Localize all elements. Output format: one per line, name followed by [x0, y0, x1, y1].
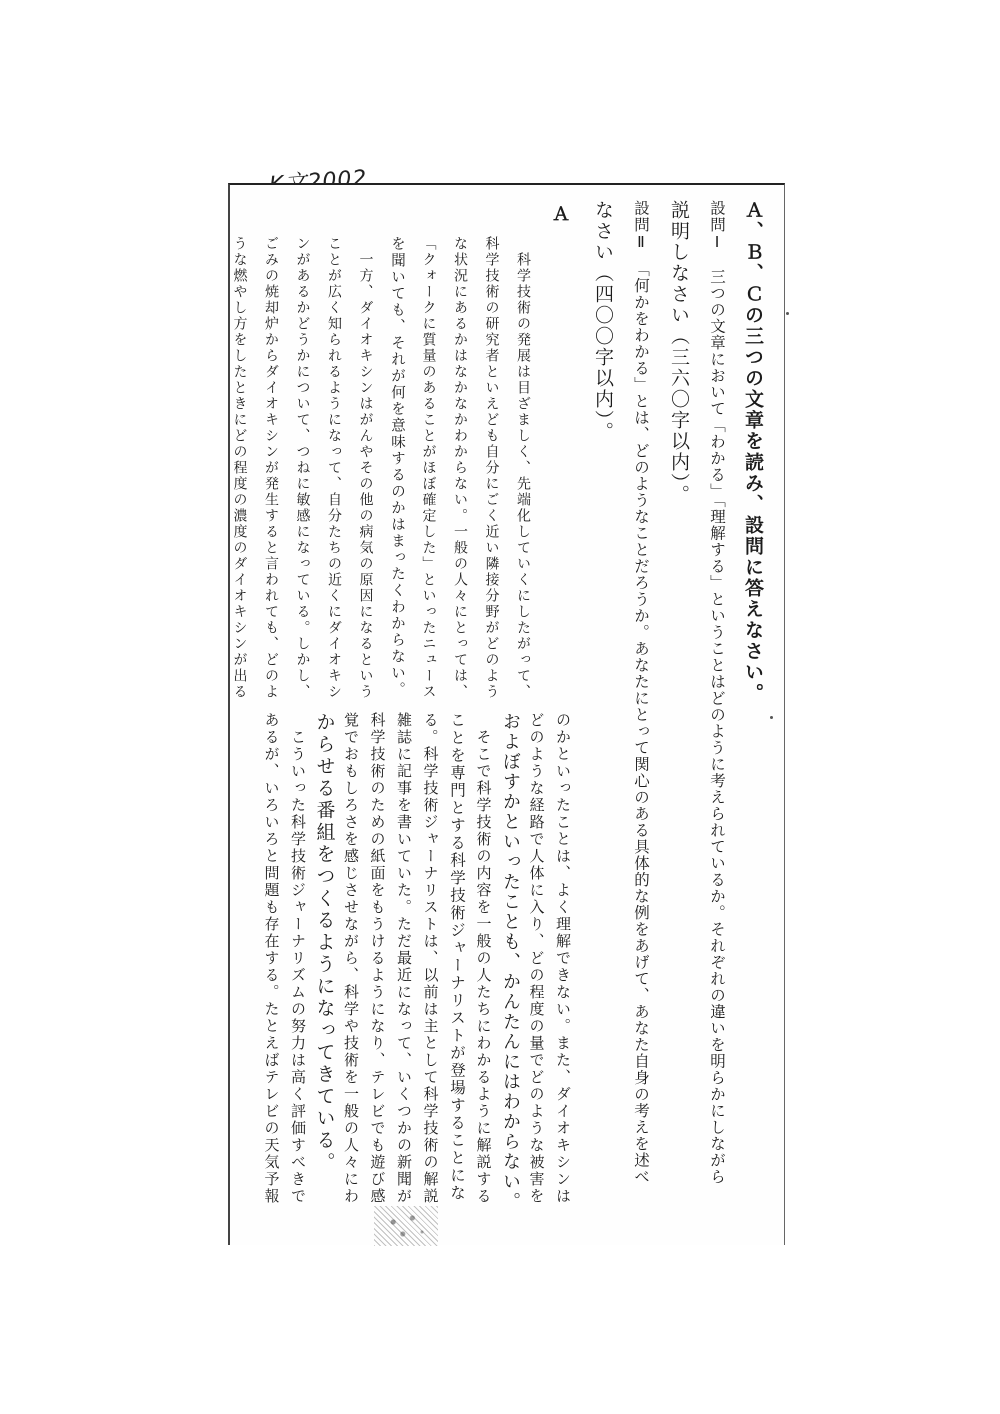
section-a-lower-line: こういった科学技術ジャーナリズムの努力は高く評価すべきで	[289, 712, 307, 1205]
question-1-line-2: 説明しなさい（三六〇字以内）。	[668, 200, 690, 506]
scan-speck	[786, 312, 789, 315]
section-a-upper-line: ことが広く知られるようになって、自分たちの近くにダイオキシ	[326, 236, 342, 700]
section-a-upper-line: 科学技術の発展は目ざましく、先端化していくにしたがって、	[515, 236, 531, 700]
section-a-lower-line: からせる番組をつくるようになってきている。	[313, 712, 336, 1174]
section-a-lower-line: 覚でおもしろさを感じさせながら、科学や技術を一般の人々にわ	[342, 712, 360, 1205]
section-a-upper-line: を聞いても、それが何を意味するのかはまったくわからない。	[389, 236, 405, 698]
exam-instruction: Ａ、Ｂ、Ｃの三つの文章を読み、設問に答えなさい。	[742, 200, 764, 704]
section-a-lower-line: どのような経路で人体に入り、どの程度の量でどのような被害を	[527, 712, 546, 1205]
section-a-lower-line: のかといったことは、よく理解できない。また、ダイオキシンは	[554, 712, 572, 1205]
section-a-lower-line: およぼすかといったことも、かんたんにはわからない。	[500, 712, 521, 1212]
section-a-lower-line: あるが、いろいろと問題も存在する。たとえばテレビの天気予報	[262, 712, 281, 1205]
section-a-lower-line: る。科学技術ジャーナリストは、以前は主として科学技術の解説	[421, 712, 440, 1205]
question-2-line-1: 設問Ⅱ 「何かをわかる」とは、どのようなことだろうか。あなたにとって関心のある具体的な例をあげて、あなた自身の考えを述べ	[632, 200, 650, 1185]
section-a-lower-line: 科学技術のための紙面をもうけるようになり、テレビでも遊び感	[368, 712, 387, 1205]
question-2-line-2: なさい（四〇〇字以内）。	[592, 200, 614, 443]
section-a-upper-line: うな燃やし方をしたときにどの程度の濃度のダイオキシンが出る	[231, 236, 248, 700]
section-a-lower-line: そこで科学技術の内容を一般の人たちにわかるように解説する	[474, 712, 493, 1205]
section-a-upper-line: 一方、ダイオキシンはがんやその他の病気の原因になるという	[357, 236, 374, 700]
question-1-line-1: 設問Ⅰ 三つの文章において「わかる」「理解する」ということはどのように考えられているか。それぞれの違いを明らかにしながら	[708, 200, 726, 1185]
section-a-upper-line: ごみの焼却炉からダイオキシンが発生すると言われても、どのよ	[263, 236, 279, 700]
section-a-upper-line: ンがあるかどうかについて、つねに敏感になっている。しかし、	[294, 236, 311, 700]
section-a-upper-line: 「クォークに質量のあることがほぼ確定した」といったニュース	[420, 236, 437, 700]
scan-speck	[770, 716, 773, 719]
section-a-label: Ａ	[552, 204, 570, 225]
section-a-lower-line: 雑誌に記事を書いていた。ただ最近になって、いくつかの新聞が	[395, 712, 413, 1205]
section-a-lower-line: ことを専門とする科学技術ジャーナリストが登場することにな	[448, 712, 466, 1202]
section-a-upper-line: な状況にあるかはなかなかわからない。一般の人々にとっては、	[452, 236, 468, 700]
scan-smudge	[374, 1206, 438, 1246]
section-a-upper-line: 科学技術の研究者といえども自分にごく近い隣接分野がどのよう	[483, 236, 500, 700]
